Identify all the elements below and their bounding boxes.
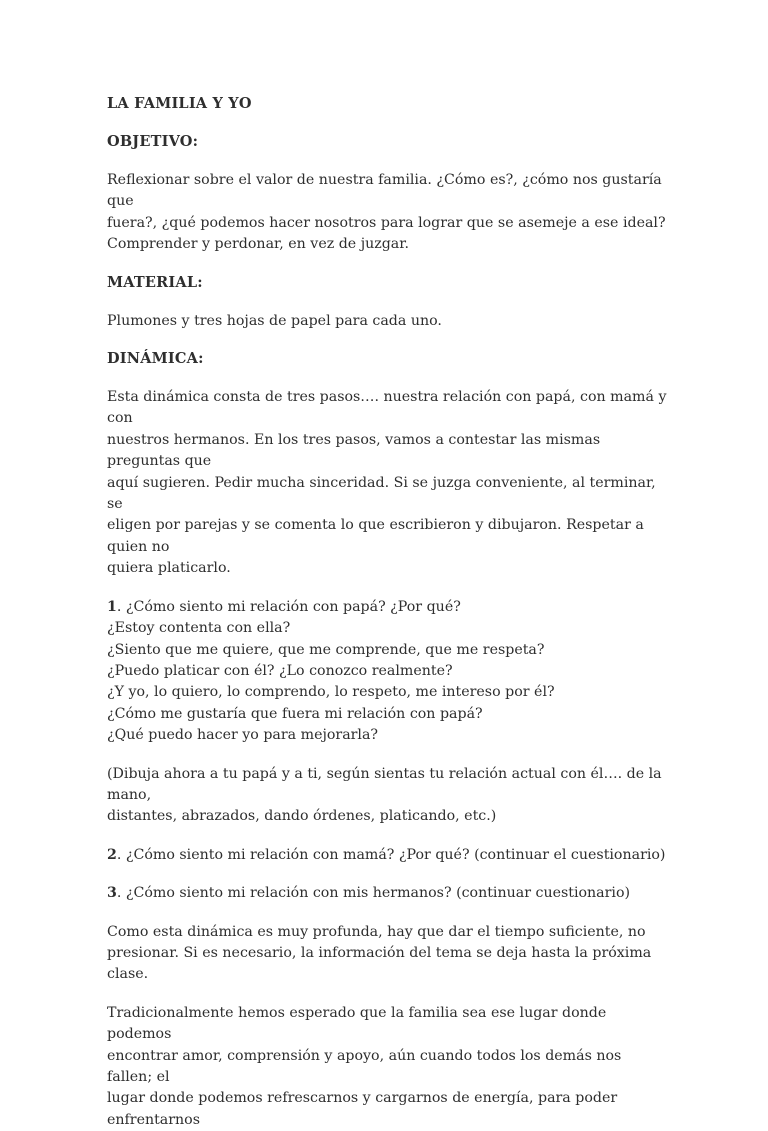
step-1-question: ¿Qué puedo hacer yo para mejorarla? bbox=[107, 727, 379, 744]
step-1-first-line bbox=[107, 597, 668, 618]
step-1-first-question: . ¿Cómo siento mi relación con papá? ¿Por qué? bbox=[116, 598, 461, 615]
step-1-question-list bbox=[107, 597, 668, 747]
material-paragraph: Plumones y tres hojas de papel para cada uno. bbox=[107, 312, 442, 329]
step-3-text: . ¿Cómo siento mi relación con mis hermanos? (continuar cuestionario) bbox=[116, 885, 631, 902]
closing-paragraph-1: Como esta dinámica es muy profunda, hay que dar el tiempo suficiente, no presionar. Si es necesario, la información del tema se deja hasta la próxima clase. bbox=[107, 923, 652, 983]
document-title: LA FAMILIA Y YO bbox=[107, 95, 252, 112]
step-1-question: ¿Estoy contenta con ella? bbox=[107, 620, 291, 637]
drawing-instruction: (Dibuja ahora a tu papá y a ti, según sientas tu relación actual con él…. de la mano, distantes, abrazados, dando órdenes, platicando, etc.) bbox=[107, 765, 662, 825]
step-3-line bbox=[107, 883, 668, 904]
objetivo-paragraph: Reflexionar sobre el valor de nuestra familia. ¿Cómo es?, ¿cómo nos gustaría que fuera?, ¿qué podemos hacer nosotros para lograr que se asemeje a ese ideal? Comprender y perdonar, en vez de juzgar. bbox=[107, 172, 666, 253]
step-2-line bbox=[107, 845, 668, 866]
step-2-number: 2 bbox=[107, 846, 117, 863]
step-1-question: ¿Puedo platicar con él? ¿Lo conozco realmente? bbox=[107, 662, 453, 679]
step-1-question: ¿Cómo me gustaría que fuera mi relación con papá? bbox=[107, 705, 483, 722]
step-1-question: ¿Siento que me quiere, que me comprende, que me respeta? bbox=[107, 641, 545, 658]
material-heading: MATERIAL: bbox=[107, 273, 203, 291]
dinamica-paragraph: Esta dinámica consta de tres pasos…. nuestra relación con papá, con mamá y con nuestros hermanos. En los tres pasos, vamos a contestar las mismas preguntas que aquí sugieren. Pedir mucha sinceridad. Si se juzga conveniente, al terminar, se eligen por parejas y se comenta lo que escribieron y dibujaron. Respetar a quien no quiera platicarlo. bbox=[107, 389, 667, 577]
step-3-number: 3 bbox=[107, 885, 117, 902]
step-1-number: 1 bbox=[107, 598, 117, 615]
dinamica-heading: DINÁMICA: bbox=[107, 350, 204, 368]
step-1-question: ¿Y yo, lo quiero, lo comprendo, lo respeto, me intereso por él? bbox=[107, 684, 555, 701]
step-2-text: . ¿Cómo siento mi relación con mamá? ¿Por qué? (continuar el cuestionario) bbox=[116, 846, 666, 863]
closing-paragraph-2: Tradicionalmente hemos esperado que la familia sea ese lugar donde podemos encontrar amor, comprensión y apoyo, aún cuando todos los demás nos fallen; el lugar donde podemos refrescarnos y cargarnos de energía, para poder enfrentarnos bbox=[107, 1004, 622, 1128]
objetivo-heading: OBJETIVO: bbox=[107, 133, 199, 150]
